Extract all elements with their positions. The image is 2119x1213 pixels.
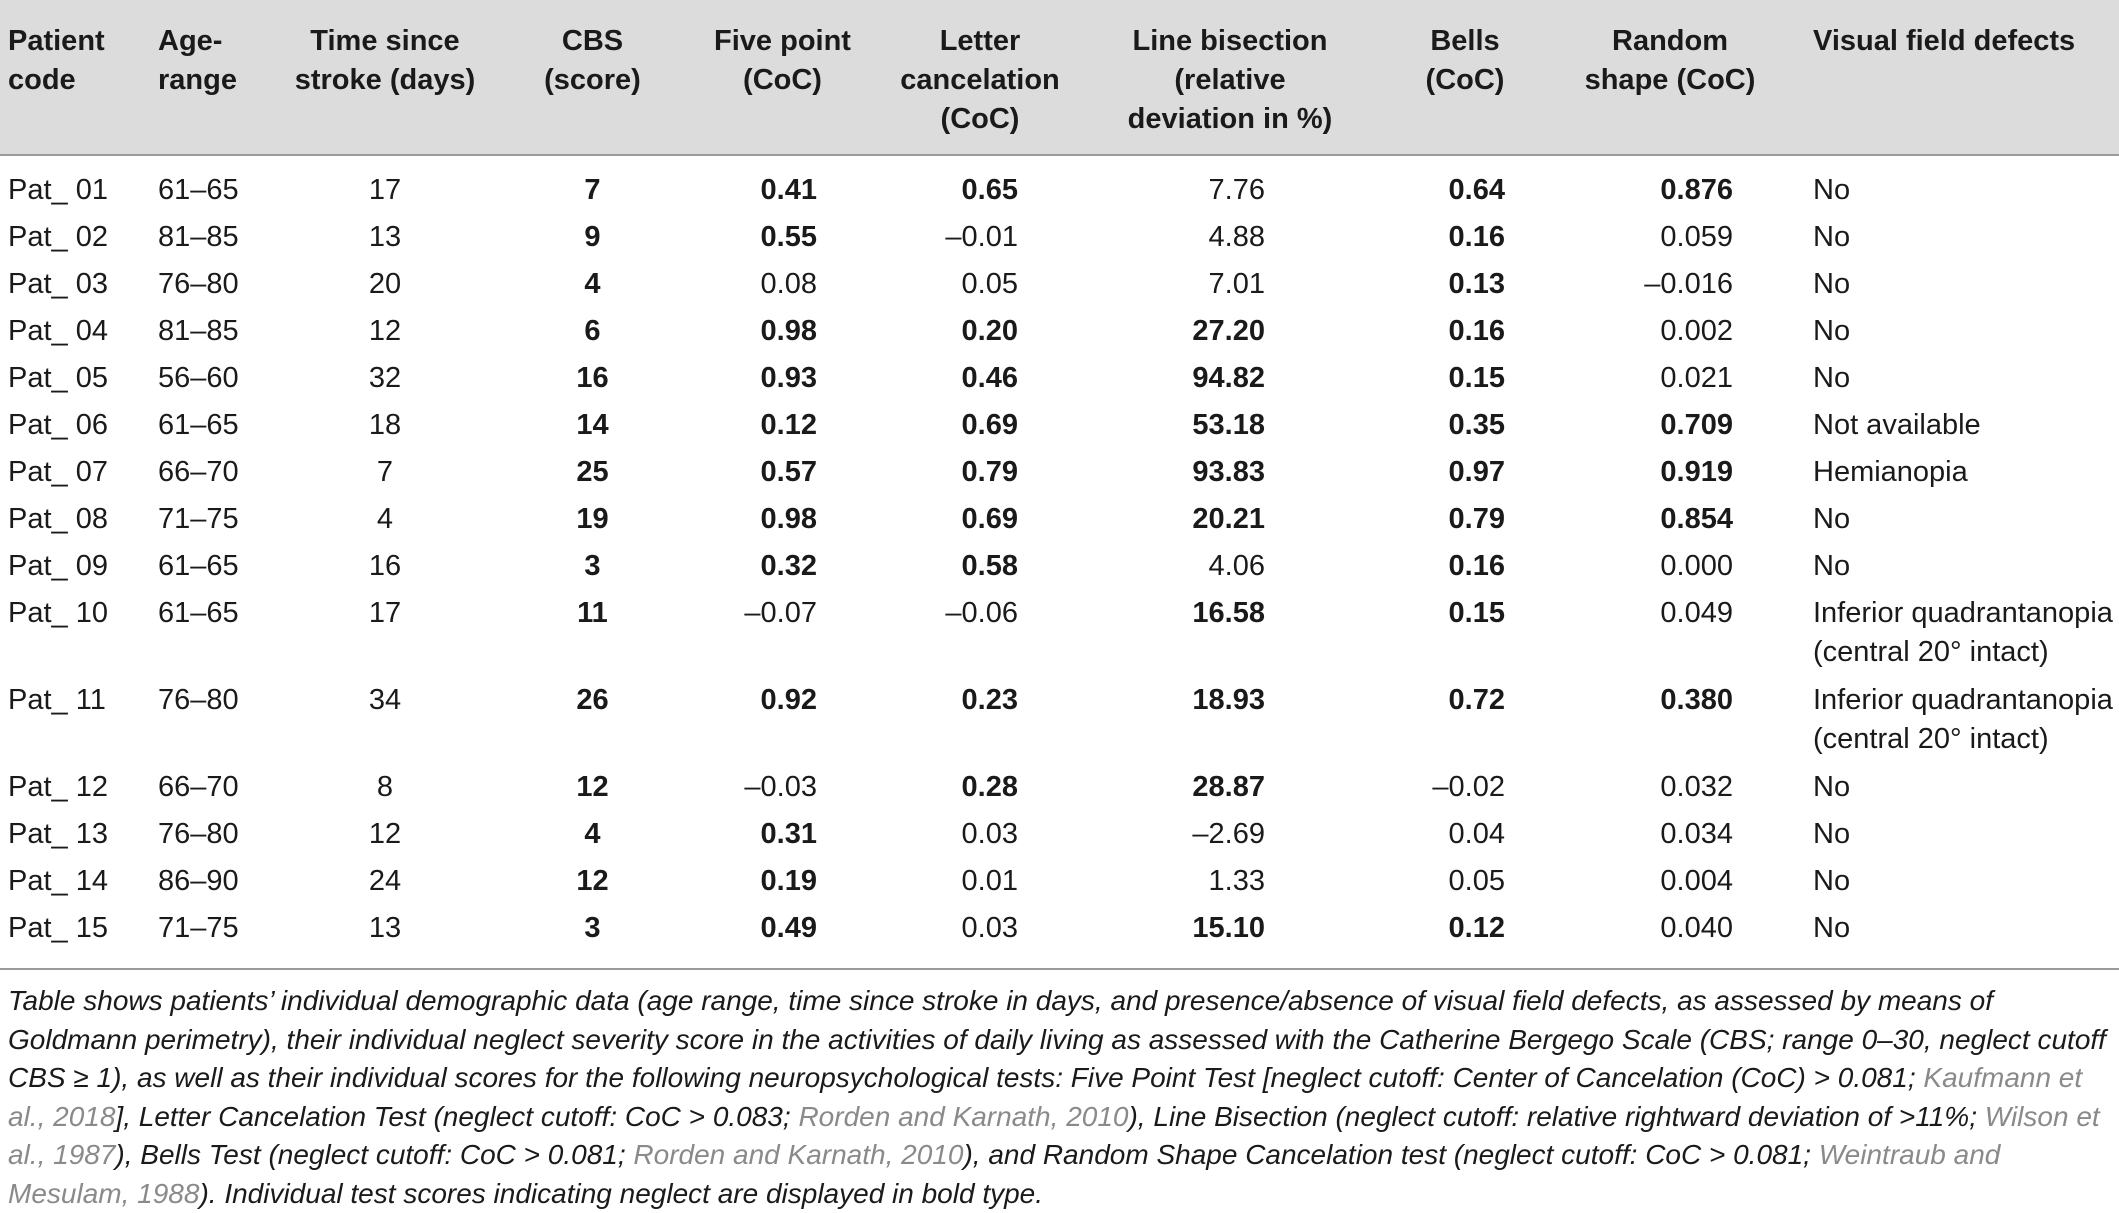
footnote-citation: Weintraub and Mesulam, 1988 (8, 1139, 2001, 1209)
cell-line-bisection: 4.06 (1208, 550, 1265, 582)
cell-line-bisection: 7.76 (1208, 174, 1265, 206)
cell-letter-cancelation: 0.58 (961, 550, 1018, 582)
cell-age-range: 86–90 (158, 865, 239, 897)
cell-line-bisection: 27.20 (1192, 315, 1265, 347)
header-letter-cancelation: Letter cancelation (CoC) (900, 25, 1060, 135)
cell-random-shape: 0.032 (1660, 771, 1733, 803)
cell-line-bisection: 1.33 (1208, 865, 1265, 897)
cell-visual-field-defects: No (1813, 550, 1851, 582)
cell-visual-field-defects: Inferior quadrantanopia (central 20° intact) (1813, 597, 2113, 668)
cell-bells: 0.15 (1448, 597, 1505, 629)
header-age-range: Age- range (158, 25, 237, 96)
cell-age-range: 81–85 (158, 315, 239, 347)
cell-five-point: 0.98 (760, 315, 817, 347)
cell-random-shape: –0.016 (1644, 268, 1733, 300)
cell-letter-cancelation: 0.65 (961, 174, 1018, 206)
cell-cbs-score: 4 (584, 818, 601, 850)
cell-patient-code: Pat_ 02 (8, 221, 108, 253)
cell-patient-code: Pat_ 03 (8, 268, 108, 300)
cell-age-range: 66–70 (158, 456, 239, 488)
cell-line-bisection: 15.10 (1192, 912, 1265, 944)
cell-five-point: 0.92 (760, 684, 817, 716)
table-footnote (8, 982, 2108, 1213)
cell-five-point: 0.98 (760, 503, 817, 535)
cell-bells: 0.13 (1448, 268, 1505, 300)
cell-bells: 0.12 (1448, 912, 1505, 944)
cell-patient-code: Pat_ 01 (8, 174, 108, 206)
cell-days-since-stroke: 4 (376, 503, 394, 535)
cell-days-since-stroke: 13 (368, 221, 402, 253)
cell-patient-code: Pat_ 05 (8, 362, 108, 394)
cell-five-point: 0.41 (760, 174, 817, 206)
cell-bells: 0.15 (1448, 362, 1505, 394)
cell-random-shape: 0.709 (1660, 409, 1733, 441)
cell-visual-field-defects: No (1813, 268, 1851, 300)
cell-random-shape: 0.876 (1660, 174, 1733, 206)
cell-days-since-stroke: 17 (368, 174, 402, 206)
cell-five-point: –0.03 (744, 771, 817, 803)
cell-letter-cancelation: 0.28 (961, 771, 1018, 803)
header-rule (0, 154, 2119, 156)
cell-random-shape: 0.380 (1660, 684, 1733, 716)
footnote-text: ), Bells Test (neglect cutoff: CoC > 0.081; (115, 1139, 634, 1170)
cell-age-range: 66–70 (158, 771, 239, 803)
cell-patient-code: Pat_ 09 (8, 550, 108, 582)
cell-age-range: 61–65 (158, 550, 239, 582)
cell-line-bisection: 20.21 (1192, 503, 1265, 535)
cell-cbs-score: 14 (576, 409, 609, 441)
footnote-citation: Rorden and Karnath, 2010 (798, 1100, 1129, 1132)
cell-bells: 0.97 (1448, 456, 1505, 488)
cell-cbs-score: 12 (576, 771, 609, 803)
cell-bells: 0.04 (1448, 818, 1505, 850)
cell-cbs-score: 3 (584, 550, 601, 582)
cell-cbs-score: 3 (584, 912, 601, 944)
header-visual-field-defects: Visual field defects (1813, 25, 2076, 57)
cell-visual-field-defects: No (1813, 503, 1851, 535)
cell-visual-field-defects: Inferior quadrantanopia (central 20° intact) (1813, 684, 2113, 755)
footnote-text: ], Letter Cancelation Test (neglect cutoff: CoC > 0.083; (115, 1100, 799, 1132)
cell-patient-code: Pat_ 12 (8, 771, 108, 803)
cell-patient-code: Pat_ 07 (8, 456, 108, 488)
cell-visual-field-defects: No (1813, 362, 1851, 394)
cell-bells: 0.16 (1448, 315, 1505, 347)
cell-cbs-score: 12 (576, 865, 609, 897)
header-cbs: CBS (score) (544, 25, 641, 96)
cell-five-point: 0.49 (760, 912, 817, 944)
cell-days-since-stroke: 24 (368, 865, 402, 897)
cell-random-shape: 0.000 (1660, 550, 1733, 582)
cell-line-bisection: 4.88 (1208, 221, 1265, 253)
cell-age-range: 71–75 (158, 503, 239, 535)
cell-patient-code: Pat_ 10 (8, 597, 108, 629)
cell-letter-cancelation: 0.69 (961, 409, 1018, 441)
footnote-citation: Kaufmann et al., 2018 (8, 1062, 2083, 1132)
cell-letter-cancelation: 0.46 (961, 362, 1018, 394)
cell-cbs-score: 9 (584, 221, 601, 253)
cell-days-since-stroke: 12 (368, 818, 402, 850)
cell-patient-code: Pat_ 08 (8, 503, 108, 535)
cell-bells: 0.05 (1448, 865, 1505, 897)
footnote-text: Table shows patients’ individual demographic data (age range, time since stroke in days, and presence/absence of visual field defects, as assessed by means of Goldmann perimetry), their individual neglect severity score in the activities of daily living as assessed with the Catherine Bergego Scale (CBS; range 0–30, neglect cutoff CBS ≥ 1), as well as their individual scores for the following neuropsychological tests: Five Point Test [neglect cutoff: Center of Cancelation (CoC) > 0.081; (8, 985, 2106, 1093)
footnote-text: ), Line Bisection (neglect cutoff: relative rightward deviation of >11%; (1128, 1100, 1985, 1132)
cell-five-point: –0.07 (744, 597, 817, 629)
cell-days-since-stroke: 13 (368, 912, 402, 944)
footnote-citation: Rorden and Karnath, 2010 (633, 1139, 964, 1170)
cell-letter-cancelation: –0.01 (945, 221, 1018, 253)
cell-five-point: 0.32 (760, 550, 817, 582)
cell-cbs-score: 25 (576, 456, 609, 488)
cell-age-range: 61–65 (158, 174, 239, 206)
cell-bells: 0.64 (1448, 174, 1505, 206)
cell-random-shape: 0.034 (1660, 818, 1733, 850)
cell-age-range: 76–80 (158, 818, 239, 850)
cell-five-point: 0.19 (760, 865, 817, 897)
cell-days-since-stroke: 17 (368, 597, 402, 629)
cell-cbs-score: 19 (576, 503, 609, 535)
cell-random-shape: 0.004 (1660, 865, 1733, 897)
cell-random-shape: 0.919 (1660, 456, 1733, 488)
cell-age-range: 71–75 (158, 912, 239, 944)
cell-age-range: 76–80 (158, 268, 239, 300)
cell-five-point: 0.93 (760, 362, 817, 394)
cell-age-range: 61–65 (158, 409, 239, 441)
footnote-text: ). Individual test scores indicating neglect are displayed in bold type. (199, 1177, 1044, 1209)
cell-letter-cancelation: 0.01 (961, 865, 1018, 897)
cell-visual-field-defects: No (1813, 771, 1851, 803)
header-time-since-stroke: Time since stroke (days) (294, 25, 476, 96)
cell-five-point: 0.12 (760, 409, 817, 441)
cell-visual-field-defects: No (1813, 912, 1851, 944)
table-bottom-rule (0, 968, 2119, 970)
cell-bells: 0.79 (1448, 503, 1505, 535)
cell-visual-field-defects: No (1813, 174, 1851, 206)
cell-visual-field-defects: No (1813, 221, 1851, 253)
cell-visual-field-defects: No (1813, 865, 1851, 897)
cell-days-since-stroke: 18 (368, 409, 402, 441)
cell-days-since-stroke: 16 (368, 550, 402, 582)
cell-days-since-stroke: 8 (376, 771, 394, 803)
header-line-bisection: Line bisection (relative deviation in %) (1127, 25, 1333, 135)
cell-random-shape: 0.854 (1660, 503, 1733, 535)
cell-patient-code: Pat_ 06 (8, 409, 108, 441)
cell-line-bisection: 53.18 (1192, 409, 1265, 441)
cell-letter-cancelation: 0.05 (961, 268, 1018, 300)
cell-line-bisection: 93.83 (1192, 456, 1265, 488)
cell-random-shape: 0.049 (1660, 597, 1733, 629)
cell-days-since-stroke: 7 (376, 456, 394, 488)
cell-letter-cancelation: 0.03 (961, 912, 1018, 944)
cell-age-range: 76–80 (158, 684, 239, 716)
header-five-point: Five point (CoC) (714, 25, 851, 96)
cell-bells: 0.72 (1448, 684, 1505, 716)
cell-random-shape: 0.002 (1660, 315, 1733, 347)
cell-patient-code: Pat_ 04 (8, 315, 108, 347)
cell-line-bisection: 18.93 (1192, 684, 1265, 716)
cell-bells: 0.35 (1448, 409, 1505, 441)
cell-patient-code: Pat_ 13 (8, 818, 108, 850)
cell-cbs-score: 6 (584, 315, 601, 347)
header-random-shape: Random shape (CoC) (1584, 25, 1756, 96)
cell-visual-field-defects: Not available (1813, 409, 1981, 441)
cell-patient-code: Pat_ 14 (8, 865, 108, 897)
cell-five-point: 0.57 (760, 456, 817, 488)
cell-patient-code: Pat_ 11 (8, 684, 106, 716)
cell-patient-code: Pat_ 15 (8, 912, 108, 944)
cell-letter-cancelation: 0.20 (961, 315, 1018, 347)
cell-letter-cancelation: 0.79 (961, 456, 1018, 488)
header-patient-code: Patient code (8, 25, 105, 96)
header-bells: Bells (CoC) (1425, 25, 1505, 96)
cell-cbs-score: 16 (576, 362, 609, 394)
cell-line-bisection: –2.69 (1192, 818, 1265, 850)
cell-visual-field-defects: No (1813, 315, 1851, 347)
cell-days-since-stroke: 20 (368, 268, 402, 300)
cell-bells: 0.16 (1448, 550, 1505, 582)
cell-cbs-score: 11 (577, 597, 608, 629)
cell-five-point: 0.08 (760, 268, 817, 300)
cell-letter-cancelation: –0.06 (945, 597, 1018, 629)
cell-visual-field-defects: Hemianopia (1813, 456, 1968, 488)
cell-days-since-stroke: 32 (368, 362, 402, 394)
cell-age-range: 61–65 (158, 597, 239, 629)
cell-line-bisection: 94.82 (1192, 362, 1265, 394)
footnote-text: ), and Random Shape Cancelation test (neglect cutoff: CoC > 0.081; (963, 1139, 1819, 1170)
cell-random-shape: 0.021 (1660, 362, 1733, 394)
cell-random-shape: 0.040 (1660, 912, 1733, 944)
cell-days-since-stroke: 34 (368, 684, 402, 716)
cell-age-range: 81–85 (158, 221, 239, 253)
cell-cbs-score: 26 (576, 684, 609, 716)
cell-five-point: 0.31 (760, 818, 817, 850)
cell-age-range: 56–60 (158, 362, 239, 394)
cell-line-bisection: 16.58 (1192, 597, 1265, 629)
cell-line-bisection: 7.01 (1208, 268, 1265, 300)
cell-line-bisection: 28.87 (1192, 771, 1265, 803)
cell-cbs-score: 4 (584, 268, 601, 300)
cell-random-shape: 0.059 (1660, 221, 1733, 253)
cell-letter-cancelation: 0.23 (961, 684, 1018, 716)
cell-five-point: 0.55 (760, 221, 817, 253)
cell-bells: –0.02 (1432, 771, 1505, 803)
footnote-citation: Wilson et al., 1987 (8, 1100, 2100, 1170)
cell-cbs-score: 7 (584, 174, 601, 206)
cell-visual-field-defects: No (1813, 818, 1851, 850)
cell-bells: 0.16 (1448, 221, 1505, 253)
cell-days-since-stroke: 12 (368, 315, 402, 347)
cell-letter-cancelation: 0.69 (961, 503, 1018, 535)
cell-letter-cancelation: 0.03 (961, 818, 1018, 850)
